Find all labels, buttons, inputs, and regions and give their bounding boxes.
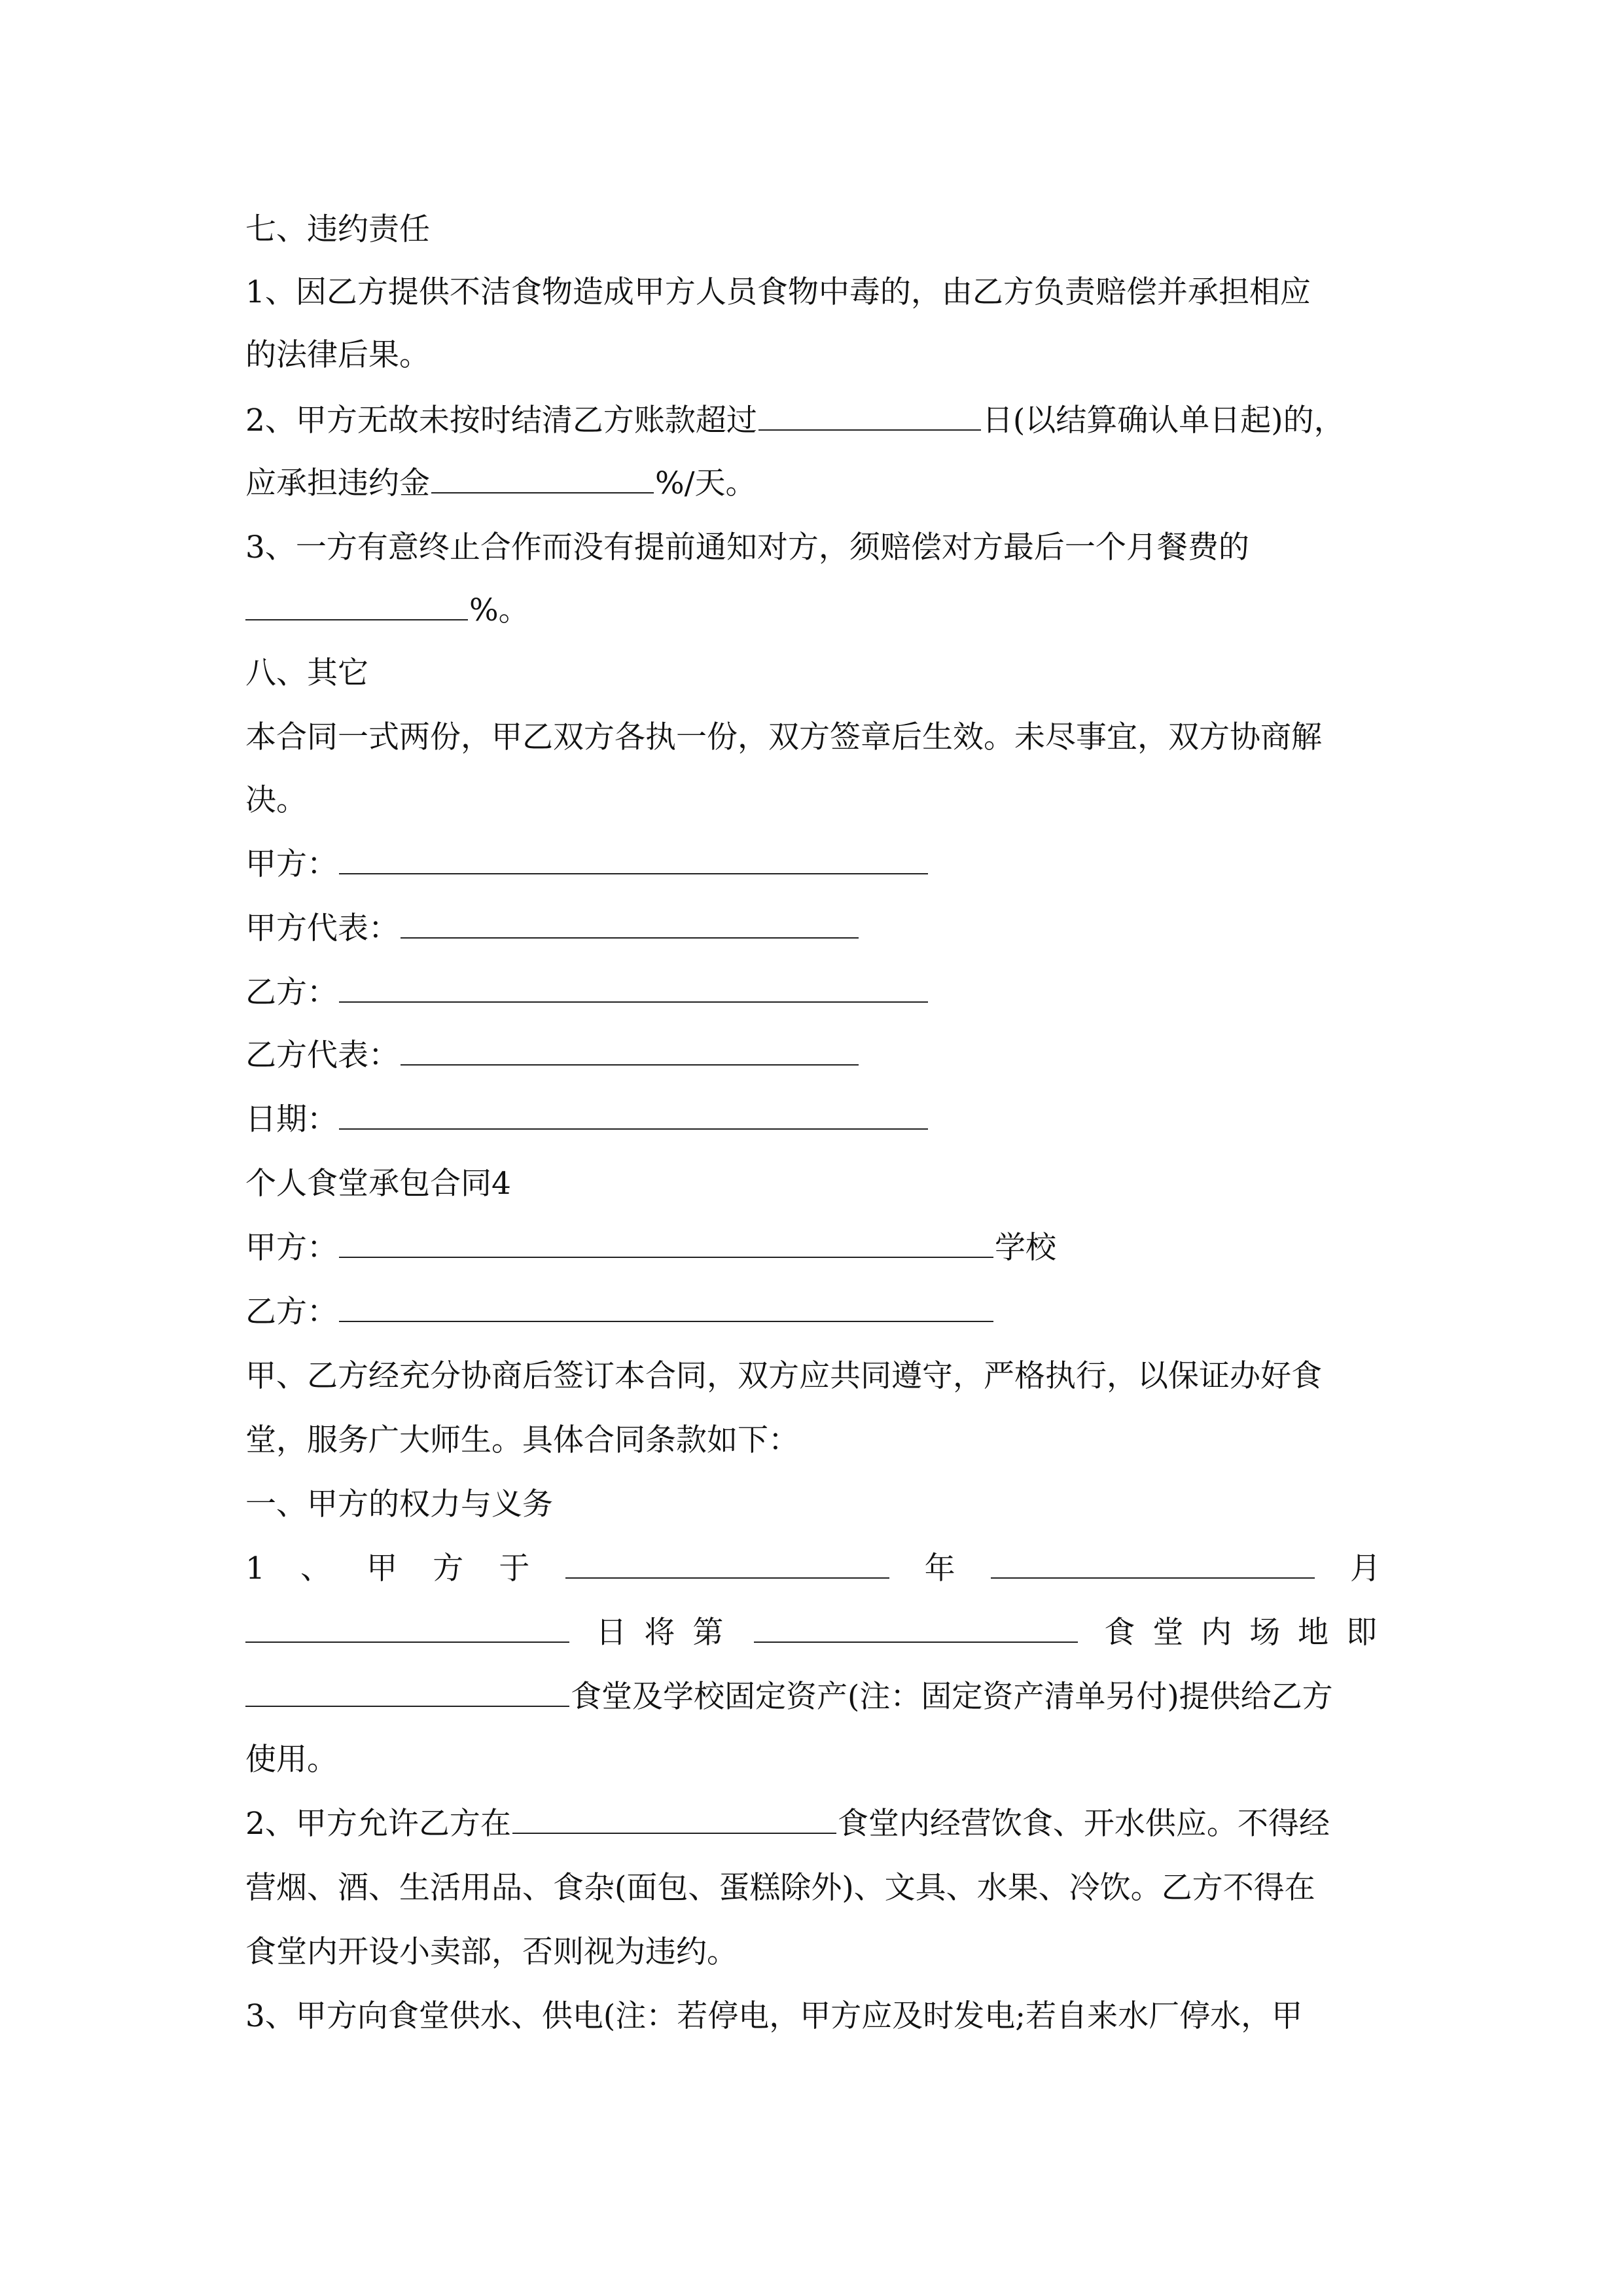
clause2-line3: 食堂内开设小卖部，否则视为违约。 xyxy=(245,1934,738,1970)
clause1-month-blank[interactable] xyxy=(991,1549,1315,1579)
sig-date xyxy=(245,1098,1381,1141)
penalty-rate-blank[interactable] xyxy=(431,463,654,493)
clause1-num: 1 xyxy=(245,1551,265,1587)
penalty-text-pre: 应承担违约金 xyxy=(245,465,430,501)
sig-date-label: 日期： xyxy=(245,1102,338,1138)
section7-item1-line1: 1、因乙方提供不洁食物造成甲方人员食物中毒的，由乙方负责赔偿并承担相应 xyxy=(245,274,1311,310)
item2-text-post: 日(以结算确认单日起)的， xyxy=(982,403,1345,439)
clause1-char-jia: 甲 xyxy=(366,1551,398,1587)
days-blank[interactable] xyxy=(758,401,981,431)
contract4-intro-line2: 堂，服务广大师生。具体合同条款如下： xyxy=(245,1422,799,1458)
contract4-party-a-label: 甲方： xyxy=(245,1230,338,1266)
clause1-canteen-name-blank[interactable] xyxy=(245,1677,569,1707)
sig-party-a-rep-blank[interactable] xyxy=(401,908,859,939)
section8-heading: 八、其它 xyxy=(245,655,368,691)
clause1-year-label: 年 xyxy=(924,1551,955,1587)
clause1-char-yu: 于 xyxy=(499,1551,530,1587)
sig-party-a-rep xyxy=(245,907,1381,950)
sig-party-a xyxy=(245,843,1381,886)
sig-party-b-blank[interactable] xyxy=(339,973,928,1003)
sig-party-b-label: 乙方： xyxy=(245,975,338,1011)
clause1-line3-post: 食堂及学校固定资产(注：固定资产清单另付)提供给乙方 xyxy=(571,1679,1333,1715)
item2-text-pre: 2、甲方无故未按时结清乙方账款超过 xyxy=(245,403,757,439)
clause1-line4: 使用。 xyxy=(245,1742,338,1778)
section7-item3-line1: 3、一方有意终止合作而没有提前通知对方，须赔偿对方最后一个月餐费的 xyxy=(245,529,1249,565)
clause2-line2: 营烟、酒、生活用品、食杂(面包、蛋糕除外)、文具、水果、冷饮。乙方不得在 xyxy=(245,1870,1315,1906)
section7-heading: 七、违约责任 xyxy=(245,211,430,247)
clause1-canteen-no-blank[interactable] xyxy=(754,1613,1078,1643)
sig-party-b-rep-label: 乙方代表： xyxy=(245,1037,399,1073)
contract4-party-b xyxy=(245,1291,1381,1334)
clause1-month-label: 月 xyxy=(1349,1551,1381,1587)
meal-fee-percent-blank[interactable] xyxy=(245,590,468,620)
contract4-intro-line1: 甲、乙方经充分协商后签订本合同，双方应共同遵守，严格执行，以保证办好食 xyxy=(245,1358,1322,1394)
contract4-party-b-label: 乙方： xyxy=(245,1294,338,1330)
section7-item1-line2: 的法律后果。 xyxy=(245,337,430,373)
clause2-post: 食堂内经营饮食、开水供应。不得经 xyxy=(837,1806,1330,1842)
clause1-sep: 、 xyxy=(300,1551,332,1587)
section7-item3-line2 xyxy=(245,589,1381,632)
clause1-char-fang: 方 xyxy=(433,1551,464,1587)
sig-party-b xyxy=(245,971,1381,1014)
clause2-canteen-blank[interactable] xyxy=(512,1804,836,1834)
sig-party-b-rep-blank[interactable] xyxy=(401,1035,859,1066)
sig-date-blank[interactable] xyxy=(339,1100,928,1130)
contract4-sec1-heading: 一、甲方的权力与义务 xyxy=(245,1486,553,1522)
clause2-pre: 2、甲方允许乙方在 xyxy=(245,1806,511,1842)
clause3-line1: 3、甲方向食堂供水、供电(注：若停电，甲方应及时发电;若自来水厂停水，甲 xyxy=(245,1998,1303,2034)
clause1-year-blank[interactable] xyxy=(565,1549,889,1579)
clause1-day-label: 日 将 第 xyxy=(596,1615,728,1651)
penalty-text-post: %/天。 xyxy=(655,465,757,501)
sig-party-b-rep xyxy=(245,1034,1381,1077)
clause1-line1 xyxy=(245,1547,1381,1590)
sig-party-a-label: 甲方： xyxy=(245,846,338,882)
clause2-line1 xyxy=(245,1803,1381,1846)
clause1-line3 xyxy=(245,1676,1381,1719)
contract4-party-b-blank[interactable] xyxy=(339,1292,993,1322)
contract4-party-a-blank[interactable] xyxy=(339,1228,993,1258)
section8-text-line2: 决。 xyxy=(245,782,307,818)
section7-item2-line1 xyxy=(245,399,1381,442)
clause1-day-blank[interactable] xyxy=(245,1613,569,1643)
section7-item2-line2 xyxy=(245,462,1381,505)
sig-party-a-rep-label: 甲方代表： xyxy=(245,910,399,946)
clause1-line2 xyxy=(245,1611,1381,1655)
contract4-party-a-suffix: 学校 xyxy=(995,1230,1056,1266)
contract4-title: 个人食堂承包合同4 xyxy=(245,1166,511,1202)
item3-text-post: %。 xyxy=(469,592,529,628)
clause1-line2-post: 食 堂 内 场 地 即 xyxy=(1104,1615,1381,1651)
sig-party-a-blank[interactable] xyxy=(339,844,928,874)
contract4-party-a xyxy=(245,1227,1381,1270)
section8-text-line1: 本合同一式两份，甲乙双方各执一份，双方签章后生效。未尽事宜，双方协商解 xyxy=(245,719,1322,755)
